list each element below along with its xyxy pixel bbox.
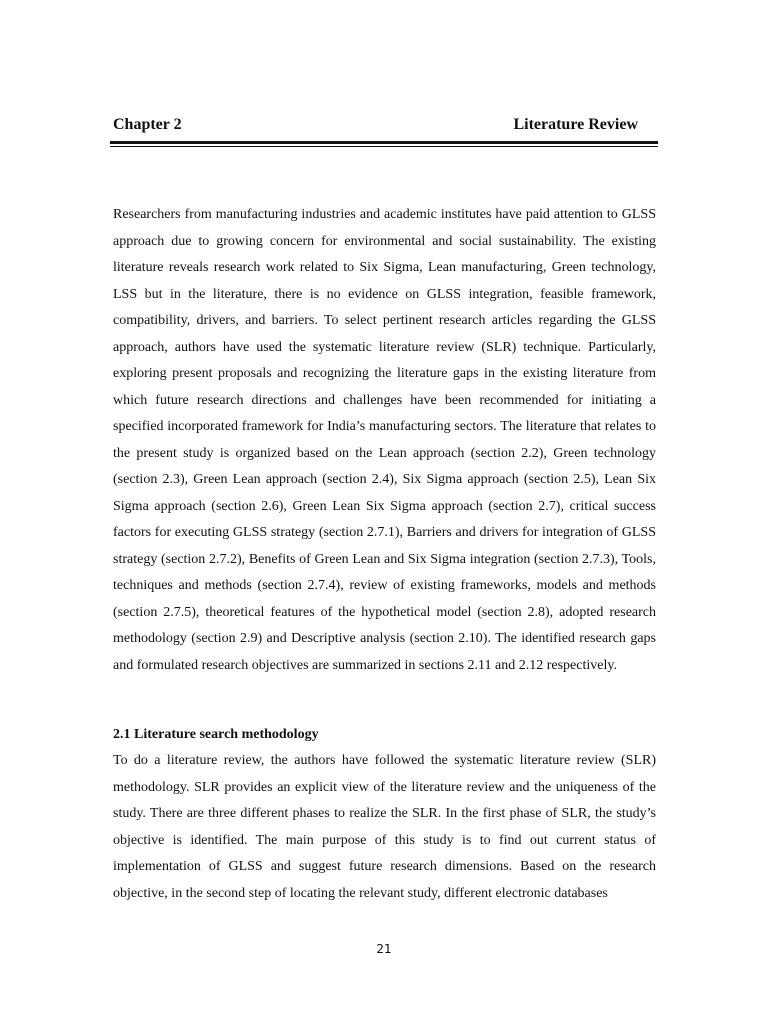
section-body [113, 748, 656, 907]
intro-section [113, 202, 656, 679]
section-paragraph: To do a literature review, the authors have followed the systematic literature review (SLR) methodology. SLR provides an explicit view of the literature review and the uniqueness of the study. There are three different phases to realize the SLR. In the first phase of SLR, the study’s objective is identified. The main purpose of this study is to find out current status of implementation of GLSS and suggest future research dimensions. Based on the research objective, in the second step of locating the relevant study, different electronic databases [113, 753, 656, 901]
page-header [113, 116, 658, 138]
intro-paragraph: Researchers from manufacturing industries and academic institutes have paid attention to GLSS approach due to growing concern for environmental and social sustainability. The existing literature reveals research work related to Six Sigma, Lean manufacturing, Green technology, LSS but in the literature, there is no evidence on GLSS integration, feasible framework, compatibility, drivers, and barriers. To select pertinent research articles regarding the GLSS approach, authors have used the systematic literature review (SLR) technique. Particularly, exploring present proposals and recognizing the literature gaps in the existing literature from which future research directions and challenges have been recommended for initiating a specified incorporated framework for India’s manufacturing sectors. The literature that relates to the present study is organized based on the Lean approach (section 2.2), Green technology (section 2.3), Green Lean approach (section 2.4), Six Sigma approach (section 2.5), Lean Six Sigma approach (section 2.6), Green Lean Six Sigma approach (section 2.7), critical success factors for executing GLSS strategy (section 2.7.1), Barriers and drivers for integration of GLSS strategy (section 2.7.2), Benefits of Green Lean and Six Sigma integration (section 2.7.3), Tools, techniques and methods (section 2.7.4), review of existing frameworks, models and methods (section 2.7.5), theoretical features of the hypothetical model (section 2.8), adopted research methodology (section 2.9) and Descriptive analysis (section 2.10). The identified research gaps and formulated research objectives are summarized in sections 2.11 and 2.12 respectively. [113, 207, 656, 673]
chapter-label: Chapter 2 [113, 116, 182, 133]
header-rule-thin [110, 146, 658, 147]
chapter-title: Literature Review [513, 116, 638, 133]
page-number: 21 [376, 942, 392, 956]
section-heading: 2.1 Literature search methodology [113, 727, 319, 742]
header-rule-thick [110, 141, 658, 144]
